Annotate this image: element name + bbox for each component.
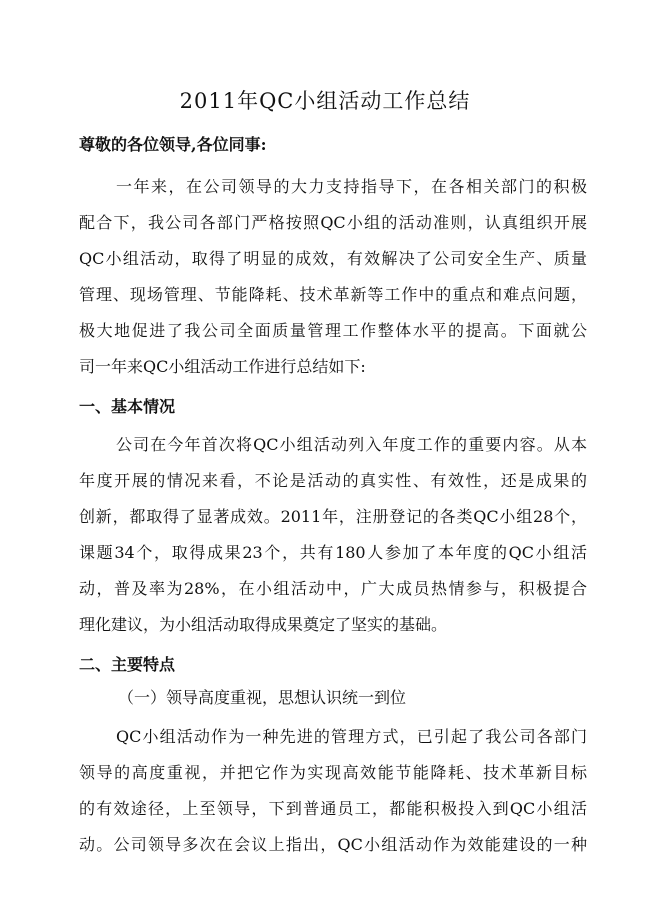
intro-line: 极大地促进了我公司全面质量管理工作整体水平的提高。下面就公 — [79, 321, 587, 340]
section-heading-features: 二、主要特点 — [79, 655, 176, 674]
intro-line: QC小组活动，取得了明显的成效，有效解决了公司安全生产、质量 — [79, 249, 587, 268]
section2-line: QC小组活动作为一种先进的管理方式，已引起了我公司各部门 — [116, 727, 587, 746]
salutation: 尊敬的各位领导,各位同事: — [79, 135, 267, 154]
section1-line: 公司在今年首次将QC小组活动列入年度工作的重要内容。从本 — [116, 435, 587, 454]
section1-line: 理化建议，为小组活动取得成果奠定了坚实的基础。 — [79, 615, 448, 634]
intro-line: 管理、现场管理、节能降耗、技术革新等工作中的重点和难点问题， — [79, 285, 587, 304]
intro-line: 配合下，我公司各部门严格按照QC小组的活动准则，认真组织开展 — [79, 213, 587, 232]
intro-line: 一年来，在公司领导的大力支持指导下，在各相关部门的积极 — [116, 177, 587, 196]
section1-line: 年度开展的情况来看，不论是活动的真实性、有效性，还是成果的 — [79, 471, 587, 490]
section2-line: 领导的高度重视，并把它作为实现高效能节能降耗、技术革新目标 — [79, 763, 587, 782]
section1-line: 动，普及率为28%，在小组活动中，广大成员热情参与，积极提合 — [79, 579, 587, 598]
section-heading-basic: 一、基本情况 — [79, 397, 176, 416]
section2-line: 的有效途径，上至领导，下到普通员工，都能积极投入到QC小组活 — [79, 799, 587, 818]
section1-line: 课题34个，取得成果23个，共有180人参加了本年度的QC小组活 — [79, 543, 587, 562]
section1-line: 创新，都取得了显著成效。2011年，注册登记的各类QC小组28个， — [79, 507, 587, 526]
intro-line: 司一年来QC小组活动工作进行总结如下: — [79, 357, 366, 376]
section2-line: 动。公司领导多次在会议上指出，QC小组活动作为效能建设的一种 — [79, 835, 587, 854]
subsection-heading: （一）领导高度重视，思想认识统一到位 — [118, 688, 407, 707]
document-title: 2011年QC小组活动工作总结 — [179, 89, 471, 113]
